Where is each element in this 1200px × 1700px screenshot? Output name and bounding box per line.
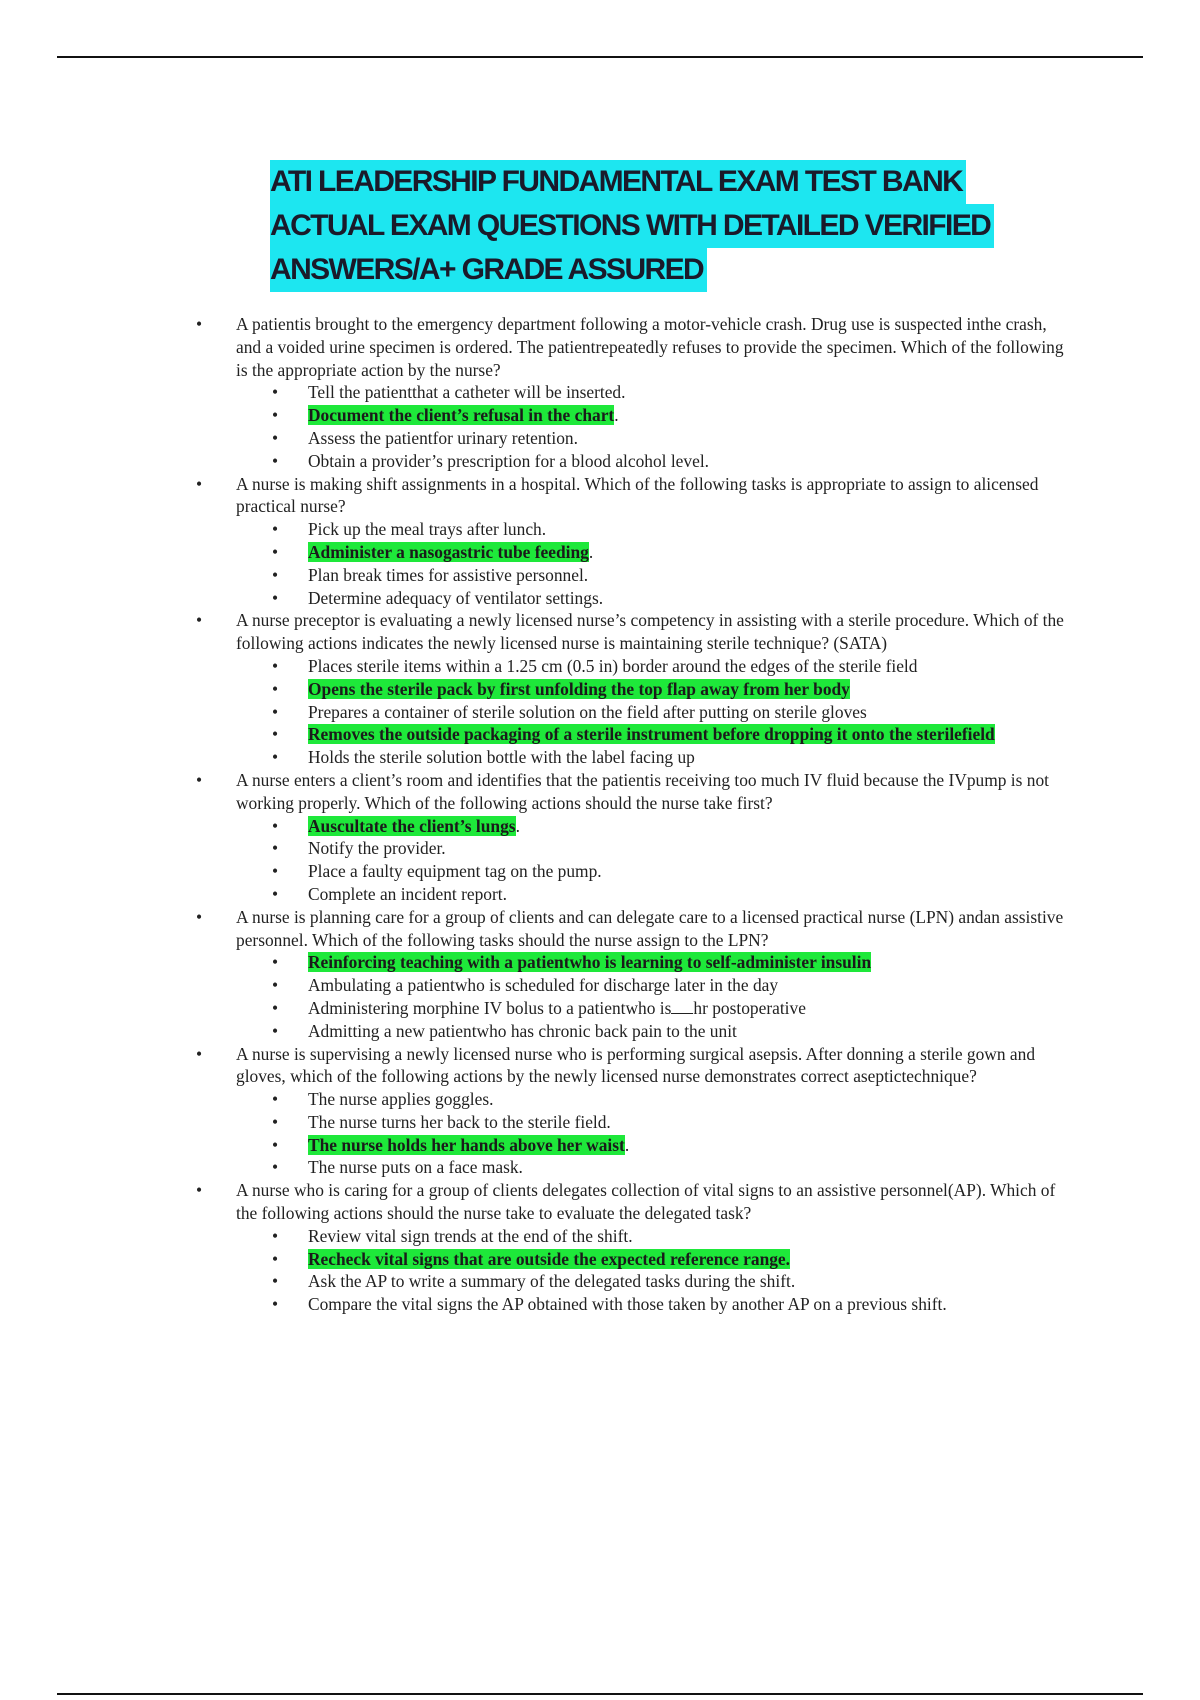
answer-options	[236, 381, 1076, 472]
answer-option	[236, 860, 1076, 883]
bullet-icon: •	[272, 1225, 279, 1246]
answer-text: Review vital sign trends at the end of the shift.	[308, 1225, 633, 1246]
answer-options	[236, 518, 1076, 609]
question-stem: A nurse who is caring for a group of clients delegates collection of vital signs to an assistive personnel(AP). Which of the following actions should the nurse take to evaluate the delegated task?	[236, 1180, 1056, 1224]
bullet-icon: •	[272, 427, 279, 448]
answer-text: Obtain a provider’s prescription for a blood alcohol level.	[308, 450, 709, 471]
answer-option	[236, 1156, 1076, 1179]
answer-option	[236, 1225, 1076, 1248]
answer-text: The nurse puts on a face mask.	[308, 1157, 523, 1178]
question-item	[196, 313, 1076, 473]
title-line: ATI LEADERSHIP FUNDAMENTAL EXAM TEST BANK	[270, 160, 966, 204]
bullet-icon: •	[272, 450, 279, 471]
bullet-icon: •	[272, 655, 279, 676]
answer-option-correct	[236, 678, 1076, 701]
document-title	[270, 160, 1030, 292]
answer-options	[236, 1225, 1076, 1316]
answer-text: Admitting a new patientwho has chronic back pain to the unit	[308, 1020, 737, 1041]
answer-option	[236, 837, 1076, 860]
answer-text: Administering morphine IV bolus to a patientwho is	[308, 997, 672, 1018]
bullet-icon: •	[272, 838, 279, 859]
bullet-icon: •	[272, 997, 279, 1018]
question-stem: A nurse preceptor is evaluating a newly licensed nurse’s competency in assisting with a sterile procedure. Which of the following actions indicates the newly licensed nurse is maintaining sterile technique? (SATA)	[236, 610, 1064, 654]
highlighted-answer-text: Reinforcing teaching with a patientwho is learning to self-administer insulin	[308, 952, 872, 973]
highlighted-answer-text: Opens the sterile pack by first unfolding the top flap away from her body	[308, 678, 850, 699]
bullet-icon: •	[272, 1134, 279, 1155]
footer-rule	[57, 1693, 1143, 1695]
bullet-icon: •	[272, 815, 279, 836]
answer-option	[236, 883, 1076, 906]
answer-option	[236, 655, 1076, 678]
bullet-icon: •	[272, 541, 279, 562]
answer-text: Plan break times for assistive personnel.	[308, 564, 589, 585]
bullet-icon: •	[272, 405, 279, 426]
question-stem: A patientis brought to the emergency department following a motor-vehicle crash. Drug use is suspected inthe crash, and a voided urine specimen is ordered. The patientrepeatedly refuses to provide the specimen. Which of the following is the appropriate action by the nurse?	[236, 314, 1064, 380]
answer-options	[236, 815, 1076, 906]
bullet-icon: •	[272, 1294, 279, 1315]
answer-text: Places sterile items within a 1.25 cm (0.5 in) border around the edges of the sterile field	[308, 655, 918, 676]
bullet-icon: •	[196, 314, 203, 334]
highlighted-answer-text: The nurse holds her hands above her waist	[308, 1134, 625, 1155]
question-list	[196, 313, 1076, 1316]
answer-punctuation: .	[515, 815, 520, 836]
bullet-icon: •	[272, 1157, 279, 1178]
bullet-icon: •	[196, 906, 203, 927]
answer-text: Pick up the meal trays after lunch.	[308, 519, 547, 540]
answer-option	[236, 1270, 1076, 1293]
bullet-icon: •	[272, 724, 279, 745]
highlighted-answer-text: Administer a nasogastric tube feeding	[308, 541, 589, 562]
bullet-icon: •	[272, 1248, 279, 1269]
answer-option	[236, 701, 1076, 724]
bullet-icon: •	[272, 883, 279, 904]
answer-option	[236, 1020, 1076, 1043]
question-item	[196, 1043, 1076, 1180]
answer-text: Notify the provider.	[308, 838, 446, 859]
bullet-icon: •	[272, 1111, 279, 1132]
answer-option	[236, 427, 1076, 450]
answer-text: The nurse turns her back to the sterile field.	[308, 1111, 611, 1132]
question-item	[196, 906, 1076, 1043]
answer-option-correct	[236, 404, 1076, 427]
answer-text: Prepares a container of sterile solution on the field after putting on sterile gloves	[308, 701, 867, 722]
bullet-icon: •	[272, 952, 279, 973]
bullet-icon: •	[272, 861, 279, 882]
bullet-icon: •	[196, 473, 203, 494]
question-stem: A nurse is supervising a newly licensed nurse who is performing surgical asepsis. After donning a sterile gown and gloves, which of the following actions by the newly licensed nurse demonstrates correct aseptictechnique?	[236, 1043, 1036, 1087]
highlighted-answer-text: Document the client’s refusal in the chart	[308, 405, 615, 426]
answer-option-correct	[236, 723, 1076, 746]
highlighted-answer-text: Removes the outside packaging of a sterile instrument before dropping it onto the sterilefield	[308, 724, 995, 745]
answer-option-correct	[236, 1248, 1076, 1271]
bullet-icon: •	[272, 678, 279, 699]
question-item	[196, 609, 1076, 769]
answer-options	[236, 655, 1076, 769]
answer-option	[236, 450, 1076, 473]
question-stem: A nurse enters a client’s room and identifies that the patientis receiving too much IV fluid because the IVpump is not working properly. Which of the following actions should the nurse take first?	[236, 769, 1049, 813]
fill-blank	[671, 999, 693, 1014]
answer-option	[236, 746, 1076, 769]
answer-option	[236, 997, 1076, 1020]
answer-text: Ask the AP to write a summary of the delegated tasks during the shift.	[308, 1271, 796, 1292]
highlighted-answer-text: Auscultate the client’s lungs	[308, 815, 516, 836]
answer-text: Compare the vital signs the AP obtained with those taken by another AP on a previous shift.	[308, 1294, 947, 1315]
answer-option	[236, 974, 1076, 997]
answer-text-continued: hr postoperative	[693, 997, 806, 1018]
bullet-icon: •	[272, 1271, 279, 1292]
answer-option-correct	[236, 1134, 1076, 1157]
question-item	[196, 473, 1076, 610]
answer-text: Assess the patientfor urinary retention.	[308, 427, 578, 448]
bullet-icon: •	[196, 610, 203, 631]
question-item	[196, 769, 1076, 906]
bullet-icon: •	[196, 1180, 203, 1201]
answer-punctuation: .	[614, 405, 619, 426]
answer-option	[236, 564, 1076, 587]
answer-text: Complete an incident report.	[308, 883, 507, 904]
answer-option	[236, 381, 1076, 404]
title-line: ANSWERS/A+ GRADE ASSURED	[270, 248, 707, 292]
answer-option-correct	[236, 541, 1076, 564]
question-item	[196, 1179, 1076, 1316]
title-line: ACTUAL EXAM QUESTIONS WITH DETAILED VERIFIED	[270, 204, 994, 248]
answer-text: Place a faulty equipment tag on the pump.	[308, 861, 602, 882]
answer-text: Ambulating a patientwho is scheduled for discharge later in the day	[308, 975, 779, 996]
bullet-icon: •	[272, 519, 279, 540]
answer-option	[236, 518, 1076, 541]
bullet-icon: •	[196, 769, 203, 790]
bullet-icon: •	[272, 564, 279, 585]
answer-option	[236, 1293, 1076, 1316]
answer-text: Holds the sterile solution bottle with the label facing up	[308, 747, 695, 768]
answer-text: Determine adequacy of ventilator settings.	[308, 587, 604, 608]
bullet-icon: •	[272, 747, 279, 768]
answer-option	[236, 1088, 1076, 1111]
answer-text: Tell the patientthat a catheter will be inserted.	[308, 382, 626, 403]
bullet-icon: •	[272, 587, 279, 608]
answer-punctuation: .	[624, 1134, 630, 1155]
answer-text: The nurse applies goggles.	[308, 1089, 494, 1110]
answer-option-correct	[236, 951, 1076, 974]
bullet-icon: •	[272, 1089, 279, 1110]
bullet-icon: •	[272, 1020, 279, 1041]
highlighted-answer-text: Recheck vital signs that are outside the expected reference range.	[308, 1248, 791, 1269]
answer-punctuation: .	[588, 541, 594, 562]
bullet-icon: •	[272, 701, 279, 722]
question-stem: A nurse is making shift assignments in a hospital. Which of the following tasks is appropriate to assign to alicensed practical nurse?	[236, 473, 1039, 517]
bullet-icon: •	[196, 1043, 203, 1064]
answer-option	[236, 1111, 1076, 1134]
answer-options	[236, 1088, 1076, 1179]
question-stem: A nurse is planning care for a group of clients and can delegate care to a licensed practical nurse (LPN) andan assistive personnel. Which of the following tasks should the nurse assign to the LPN?	[236, 906, 1064, 950]
bullet-icon: •	[272, 975, 279, 996]
header-rule	[57, 56, 1143, 58]
answer-option	[236, 587, 1076, 610]
answer-options	[236, 951, 1076, 1042]
bullet-icon: •	[272, 382, 279, 403]
answer-option-correct	[236, 815, 1076, 838]
